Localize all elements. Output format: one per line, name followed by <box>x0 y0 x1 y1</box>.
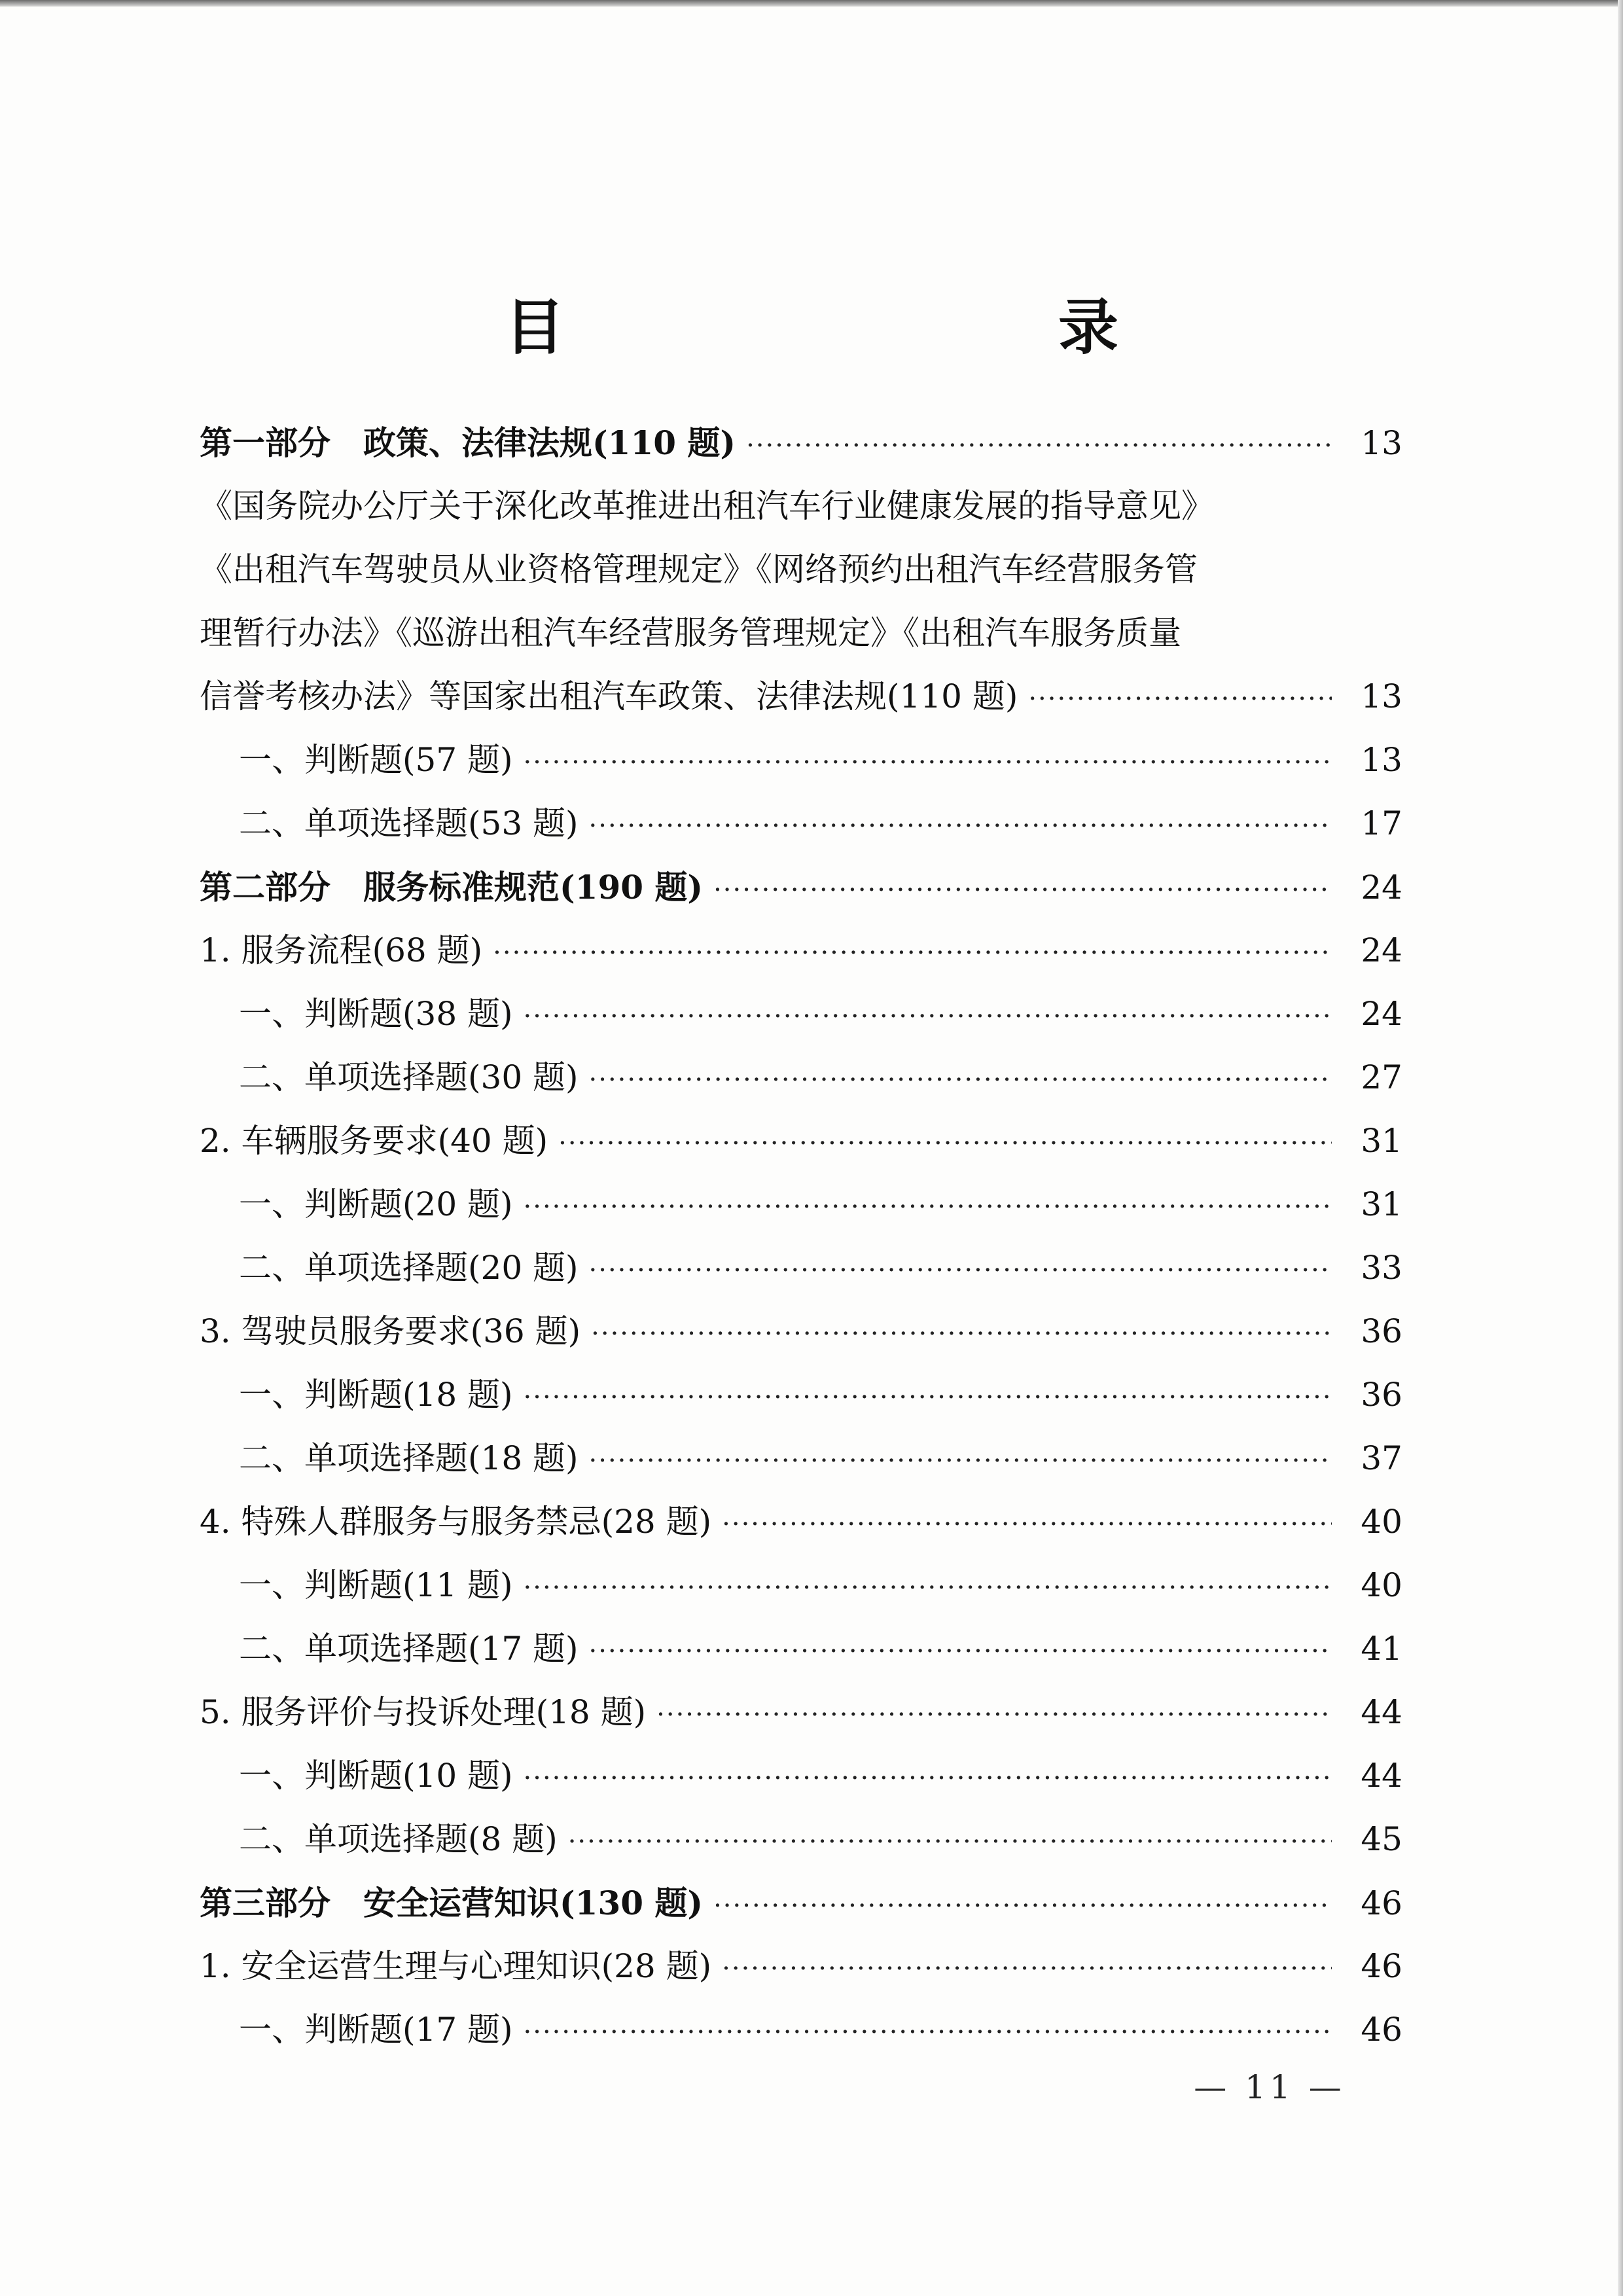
toc-dot-leader <box>589 1429 1332 1493</box>
toc-entry-page: 13 <box>1361 741 1402 779</box>
toc-entry-page: 13 <box>1361 677 1402 715</box>
toc-entry[interactable] <box>200 1935 1402 1998</box>
toc-dot-leader <box>524 985 1332 1049</box>
toc-entry[interactable] <box>200 1236 1402 1300</box>
toc-entry-page: 40 <box>1361 1503 1402 1541</box>
toc-entry[interactable] <box>200 475 1402 538</box>
toc-entry-page: 24 <box>1361 869 1402 906</box>
toc-entry-label: 5. 服务评价与投诉处理(18 题) <box>200 1693 647 1731</box>
toc-entry[interactable] <box>200 919 1402 982</box>
toc-entry[interactable] <box>200 411 1402 475</box>
toc-entry[interactable] <box>200 1427 1402 1490</box>
toc-entry-label: 1. 安全运营生理与心理知识(28 题) <box>200 1947 712 1985</box>
toc-entry[interactable] <box>200 855 1402 919</box>
toc-entry-label: 二、单项选择题(17 题) <box>239 1630 579 1668</box>
toc-dot-leader <box>589 1049 1332 1112</box>
toc-entry-page: 27 <box>1361 1058 1402 1096</box>
toc-entry-label: 一、判断题(10 题) <box>239 1757 513 1795</box>
toc-entry-page: 36 <box>1361 1312 1402 1350</box>
toc-entry[interactable] <box>200 1173 1402 1236</box>
toc-dot-leader <box>524 731 1332 795</box>
toc-entry-page: 41 <box>1361 1630 1402 1668</box>
toc-entry-page: 24 <box>1361 995 1402 1033</box>
toc-entry-page: 13 <box>1361 424 1402 462</box>
toc-dot-leader <box>558 1112 1332 1175</box>
toc-dot-leader <box>524 1556 1332 1620</box>
toc-dot-leader <box>568 1810 1332 1874</box>
toc-entry-label: 二、单项选择题(53 题) <box>239 804 579 842</box>
toc-dot-leader <box>656 1683 1332 1747</box>
toc-entry-page: 46 <box>1361 1884 1402 1922</box>
toc-entry-label: 1. 服务流程(68 题) <box>200 931 483 969</box>
toc-entry-label: 一、判断题(18 题) <box>239 1376 513 1414</box>
page-title: 目 录 <box>505 292 1243 363</box>
toc-dot-leader <box>589 1239 1332 1302</box>
toc-entry-label: 2. 车辆服务要求(40 题) <box>200 1122 548 1160</box>
toc-entry[interactable] <box>200 1490 1402 1554</box>
toc-entry-page: 33 <box>1361 1249 1402 1287</box>
toc-entry[interactable] <box>200 1109 1402 1173</box>
toc-entry[interactable] <box>200 601 1402 665</box>
toc-dot-leader <box>524 1747 1332 1810</box>
toc-entry[interactable] <box>200 1300 1402 1363</box>
toc-entry-page: 40 <box>1361 1566 1402 1604</box>
toc-dot-leader <box>746 414 1332 478</box>
toc-entry-page: 31 <box>1361 1122 1402 1160</box>
toc-entry-label: 信誉考核办法》等国家出租汽车政策、法律法规(110 题) <box>200 677 1018 715</box>
toc-entry-label: 理暂行办法》《巡游出租汽车经营服务管理规定》《出租汽车服务质量 <box>200 614 1181 652</box>
toc-entry-page: 37 <box>1361 1439 1402 1477</box>
toc-entry[interactable] <box>200 982 1402 1046</box>
toc-entry-label: 一、判断题(20 题) <box>239 1185 513 1223</box>
toc-entry-label: 第一部分 政策、法律法规(110 题) <box>200 423 736 462</box>
toc-entry[interactable] <box>200 792 1402 855</box>
toc-entry[interactable] <box>200 728 1402 792</box>
toc-entry-page: 24 <box>1361 931 1402 969</box>
toc-entry-label: 一、判断题(17 题) <box>239 2011 513 2049</box>
scan-edge-top <box>0 0 1623 7</box>
toc-entry-label: 二、单项选择题(30 题) <box>239 1058 579 1096</box>
toc-dot-leader <box>524 2001 1332 2064</box>
toc-entry-page: 17 <box>1361 804 1402 842</box>
toc-entry-label: 《国务院办公厅关于深化改革推进出租汽车行业健康发展的指导意见》 <box>200 487 1214 525</box>
toc-entry-page: 46 <box>1361 1947 1402 1985</box>
toc-entry[interactable] <box>200 1998 1402 2062</box>
toc-entry[interactable] <box>200 1046 1402 1109</box>
toc-dot-leader <box>722 1493 1332 1556</box>
toc-entry-page: 45 <box>1361 1820 1402 1858</box>
toc-entry-label: 第二部分 服务标准规范(190 题) <box>200 868 704 906</box>
toc-entry-label: 二、单项选择题(8 题) <box>239 1820 558 1858</box>
toc-dot-leader <box>1028 668 1332 731</box>
toc-entry-page: 44 <box>1361 1757 1402 1795</box>
toc-entry-label: 一、判断题(11 题) <box>239 1566 513 1604</box>
toc-dot-leader <box>589 795 1332 858</box>
toc-entry-label: 3. 驾驶员服务要求(36 题) <box>200 1312 581 1350</box>
toc-dot-leader <box>713 859 1332 922</box>
toc-dot-leader <box>493 922 1332 985</box>
toc-dot-leader <box>591 1302 1332 1366</box>
table-of-contents <box>200 411 1402 2062</box>
toc-dot-leader <box>713 1874 1332 1938</box>
toc-dot-leader <box>722 1937 1332 2001</box>
toc-entry-page: 46 <box>1361 2011 1402 2049</box>
toc-entry-label: 一、判断题(57 题) <box>239 741 513 779</box>
toc-entry-label: 第三部分 安全运营知识(130 题) <box>200 1884 704 1922</box>
toc-entry-label: 二、单项选择题(20 题) <box>239 1249 579 1287</box>
toc-entry[interactable] <box>200 538 1402 601</box>
toc-entry-page: 31 <box>1361 1185 1402 1223</box>
toc-entry[interactable] <box>200 1871 1402 1935</box>
toc-entry-label: 一、判断题(38 题) <box>239 995 513 1033</box>
toc-entry-label: 4. 特殊人群服务与服务禁忌(28 题) <box>200 1503 712 1541</box>
toc-entry[interactable] <box>200 665 1402 728</box>
toc-entry[interactable] <box>200 1363 1402 1427</box>
toc-dot-leader <box>524 1175 1332 1239</box>
toc-dot-leader <box>589 1620 1332 1683</box>
toc-dot-leader <box>524 1366 1332 1429</box>
toc-entry[interactable] <box>200 1554 1402 1617</box>
toc-entry-page: 36 <box>1361 1376 1402 1414</box>
toc-entry[interactable] <box>200 1617 1402 1681</box>
toc-entry-page: 44 <box>1361 1693 1402 1731</box>
page-number: — 11 — <box>1194 2068 1346 2106</box>
toc-entry[interactable] <box>200 1808 1402 1871</box>
toc-entry-label: 《出租汽车驾驶员从业资格管理规定》《网络预约出租汽车经营服务管 <box>200 550 1198 588</box>
toc-entry[interactable] <box>200 1681 1402 1744</box>
toc-entry[interactable] <box>200 1744 1402 1808</box>
toc-entry-label: 二、单项选择题(18 题) <box>239 1439 579 1477</box>
